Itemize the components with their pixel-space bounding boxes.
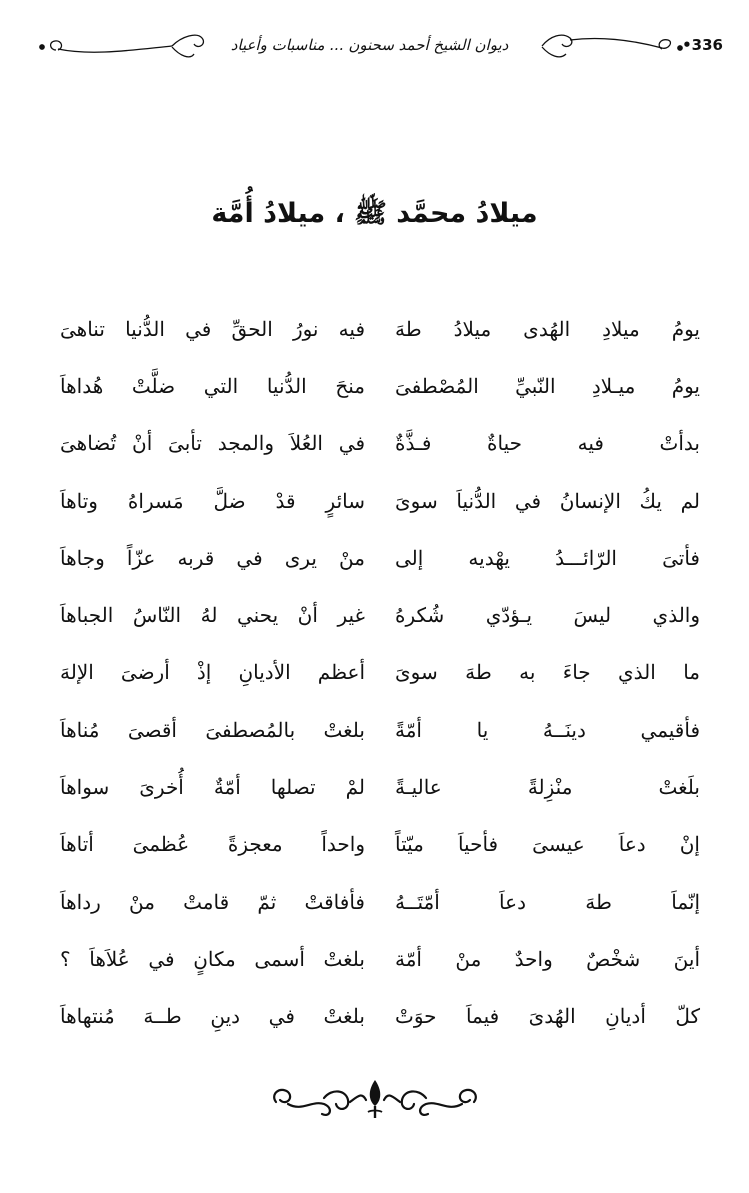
verse-first-hemistich: والذي ليسَ يـؤدّي شُكرهُ <box>395 603 700 628</box>
poem-body <box>60 300 700 1045</box>
verse-second-hemistich: واحداً معجزةً عُظمىَ أتاهاَ <box>60 832 365 857</box>
closing-flourish-ornament <box>268 1076 482 1122</box>
verse-second-hemistich: في العُلاَ والمجد تأبىَ أنْ تُضاهىَ <box>60 431 365 456</box>
poem-title: ميلادُ محمَّد ﷺ ، ميلادُ أُمَّة <box>211 198 538 229</box>
verse <box>60 586 700 643</box>
verse-first-hemistich: يومُ ميلادِ الهُدى ميلادُ طهَ <box>395 316 700 341</box>
verse <box>60 701 700 758</box>
verse <box>60 415 700 472</box>
verse-second-hemistich: بلغتْ أسمى مكانٍ في عُلاَهاَ ؟ <box>60 946 365 971</box>
running-head: ديوان الشيخ أحمد سحنون ... مناسبات وأعياد <box>230 36 509 54</box>
verse <box>60 816 700 873</box>
verse-second-hemistich: فيه نورُ الحقِّ في الدُّنيا تناهىَ <box>60 316 365 341</box>
verse <box>60 529 700 586</box>
verse <box>60 988 700 1045</box>
verse-first-hemistich: إنّماَ طهَ دعاَ أمّتَــهُ <box>395 889 700 914</box>
verse-second-hemistich: أعظم الأديانِ إذْ أرضىَ الإلهَ <box>60 660 365 685</box>
verse-second-hemistich: سائرٍ قدْ ضلَّ مَسراهُ وتاهاَ <box>60 488 365 513</box>
verse <box>60 472 700 529</box>
verse-first-hemistich: يومُ ميـلادِ النّبيِّ المُصْطفىَ <box>395 373 700 398</box>
page-number: •336 <box>682 36 723 54</box>
verse-second-hemistich: منحَ الدُّنيا التي ضلَّتْ هُداهاَ <box>60 373 365 398</box>
verse-first-hemistich: كلّ أديانِ الهُدىَ فيماَ حوَتْ <box>395 1004 700 1029</box>
verse-first-hemistich: بلَغتْ منْزِلةً عاليـةً <box>395 775 700 800</box>
verse <box>60 644 700 701</box>
verse-first-hemistich: إنْ دعاَ عيسىَ فأحياَ ميّتاً <box>395 832 700 857</box>
verse-first-hemistich: فأقيمي دينَــهُ يا أمّةً <box>395 717 700 742</box>
verse-first-hemistich: أينَ شخْصٌ واحدٌ منْ أمّة <box>395 946 700 971</box>
verse-second-hemistich: منْ يرى في قربه عزّاً وجاهاَ <box>60 545 365 570</box>
verse-second-hemistich: بلغتْ في دينِ طــهَ مُنتهاهاَ <box>60 1004 365 1029</box>
verse <box>60 357 700 414</box>
verse-first-hemistich: بدأتْ فيه حياةٌ فـذَّةٌ <box>395 431 700 456</box>
verse <box>60 930 700 987</box>
verse <box>60 758 700 815</box>
verse-first-hemistich: فأتىَ الرّائـــدُ يهْديه إلى <box>395 545 700 570</box>
verse-second-hemistich: فأفاقتْ ثمّ قامتْ منْ رداهاَ <box>60 889 365 914</box>
verse-second-hemistich: بلغتْ بالمُصطفىَ أقصىَ مُناهاَ <box>60 717 365 742</box>
verse-second-hemistich: لمْ تصلها أمّةٌ أُخرىَ سواهاَ <box>60 775 365 800</box>
verse-second-hemistich: غير أنْ يحني لهُ النّاسُ الجباهاَ <box>60 603 365 628</box>
verse <box>60 300 700 357</box>
page-header <box>22 28 727 68</box>
verse-first-hemistich: ما الذي جاءَ به طهَ سوىَ <box>395 660 700 685</box>
verse-first-hemistich: لم يكُ الإنسانُ في الدُّنياَ سوىَ <box>395 488 700 513</box>
verse <box>60 873 700 930</box>
